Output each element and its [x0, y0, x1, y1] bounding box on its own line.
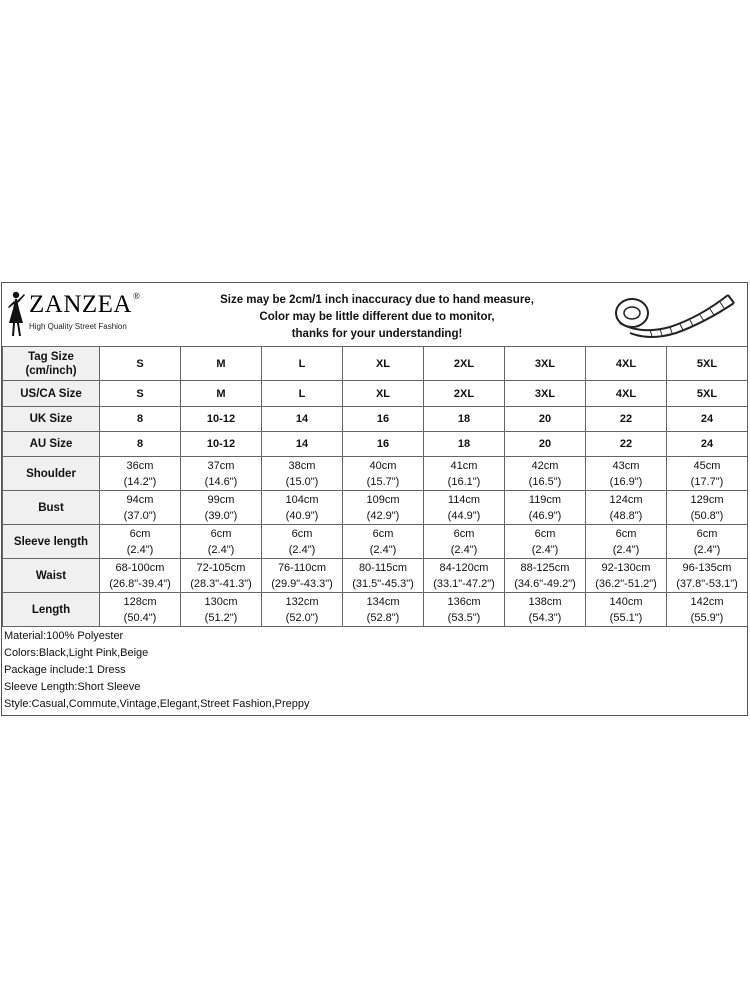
measure-cell: 41cm (16.1") [424, 457, 505, 491]
measure-cell: 119cm (46.9") [505, 491, 586, 525]
size-cell: S [100, 381, 181, 407]
size-cell: 20 [505, 407, 586, 432]
measure-cell: 129cm (50.8") [667, 491, 748, 525]
measure-cell: 109cm (42.9") [343, 491, 424, 525]
size-table [2, 346, 748, 627]
spec-material: Material:100% Polyester [4, 630, 124, 642]
size-cell: S [100, 347, 181, 381]
size-cell: 4XL [586, 347, 667, 381]
measure-cell: 124cm (48.8") [586, 491, 667, 525]
size-cell: 2XL [424, 347, 505, 381]
measure-cell: 88-125cm (34.6"-49.2") [505, 559, 586, 593]
measure-cell: 6cm (2.4") [505, 525, 586, 559]
measure-cell: 130cm (51.2") [181, 593, 262, 627]
size-cell: 14 [262, 407, 343, 432]
size-cell: XL [343, 347, 424, 381]
length-row [3, 593, 748, 627]
measure-cell: 6cm (2.4") [424, 525, 505, 559]
measure-cell: 80-115cm (31.5"-45.3") [343, 559, 424, 593]
spec-package: Package include:1 Dress [4, 664, 126, 676]
measure-cell: 40cm (15.7") [343, 457, 424, 491]
waist-row [3, 559, 748, 593]
measure-cell: 43cm (16.9") [586, 457, 667, 491]
size-cell: 24 [667, 407, 748, 432]
row-label: Tag Size (cm/inch) [3, 347, 100, 381]
row-label: US/CA Size [3, 381, 100, 407]
measure-cell: 132cm (52.0") [262, 593, 343, 627]
spec-style: Style:Casual,Commute,Vintage,Elegant,Street Fashion,Preppy [4, 698, 310, 710]
size-cell: 3XL [505, 347, 586, 381]
row-label: Sleeve length [3, 525, 100, 559]
measure-cell: 6cm (2.4") [667, 525, 748, 559]
size-cell: 14 [262, 432, 343, 457]
measure-cell: 92-130cm (36.2"-51.2") [586, 559, 667, 593]
row-label: UK Size [3, 407, 100, 432]
measure-cell: 6cm (2.4") [343, 525, 424, 559]
size-cell: 10-12 [181, 407, 262, 432]
brand-tagline: High Quality Street Fashion [29, 322, 127, 331]
row-label: Length [3, 593, 100, 627]
size-cell: 22 [586, 432, 667, 457]
size-cell: 10-12 [181, 432, 262, 457]
au-size-row [3, 432, 748, 457]
measure-cell: 136cm (53.5") [424, 593, 505, 627]
measure-cell: 142cm (55.9") [667, 593, 748, 627]
product-specs [4, 628, 310, 713]
size-cell: 4XL [586, 381, 667, 407]
row-label: Waist [3, 559, 100, 593]
measure-cell: 42cm (16.5") [505, 457, 586, 491]
spec-colors: Colors:Black,Light Pink,Beige [4, 647, 149, 659]
size-cell: 18 [424, 432, 505, 457]
measure-cell: 99cm (39.0") [181, 491, 262, 525]
measure-cell: 37cm (14.6") [181, 457, 262, 491]
measuring-tape-icon [610, 289, 740, 341]
size-cell: 16 [343, 432, 424, 457]
fashion-model-icon [4, 289, 28, 339]
measure-cell: 94cm (37.0") [100, 491, 181, 525]
size-cell: M [181, 381, 262, 407]
spec-sleeve-length: Sleeve Length:Short Sleeve [4, 681, 141, 693]
measure-cell: 6cm (2.4") [262, 525, 343, 559]
measure-cell: 6cm (2.4") [586, 525, 667, 559]
measure-cell: 45cm (17.7") [667, 457, 748, 491]
size-cell: 5XL [667, 381, 748, 407]
notice-line: thanks for your understanding! [291, 328, 463, 340]
measure-cell: 6cm (2.4") [100, 525, 181, 559]
size-cell: 20 [505, 432, 586, 457]
size-cell: 8 [100, 432, 181, 457]
size-cell: XL [343, 381, 424, 407]
measure-notice [162, 292, 592, 343]
us-ca-size-row [3, 381, 748, 407]
measure-cell: 104cm (40.9") [262, 491, 343, 525]
size-cell: 3XL [505, 381, 586, 407]
size-cell: 2XL [424, 381, 505, 407]
uk-size-row [3, 407, 748, 432]
measure-cell: 76-110cm (29.9"-43.3") [262, 559, 343, 593]
measure-cell: 6cm (2.4") [181, 525, 262, 559]
size-cell: 22 [586, 407, 667, 432]
brand-logo [4, 289, 154, 341]
measure-cell: 68-100cm (26.8"-39.4") [100, 559, 181, 593]
measure-cell: 114cm (44.9") [424, 491, 505, 525]
size-cell: 5XL [667, 347, 748, 381]
size-cell: 16 [343, 407, 424, 432]
size-chart-card [1, 282, 748, 716]
measure-cell: 128cm (50.4") [100, 593, 181, 627]
notice-line: Color may be little different due to monitor, [259, 311, 495, 323]
notice-line: Size may be 2cm/1 inch inaccuracy due to hand measure, [220, 294, 534, 306]
measure-cell: 36cm (14.2") [100, 457, 181, 491]
brand-name: ZANZEA® [29, 291, 141, 318]
measure-cell: 38cm (15.0") [262, 457, 343, 491]
measure-cell: 140cm (55.1") [586, 593, 667, 627]
size-cell: L [262, 347, 343, 381]
size-cell: 18 [424, 407, 505, 432]
row-label: AU Size [3, 432, 100, 457]
measure-cell: 96-135cm (37.8"-53.1") [667, 559, 748, 593]
sleeve-length-row [3, 525, 748, 559]
size-cell: M [181, 347, 262, 381]
shoulder-row [3, 457, 748, 491]
measure-cell: 134cm (52.8") [343, 593, 424, 627]
measure-cell: 84-120cm (33.1"-47.2") [424, 559, 505, 593]
size-cell: L [262, 381, 343, 407]
bust-row [3, 491, 748, 525]
row-label: Shoulder [3, 457, 100, 491]
size-cell: 8 [100, 407, 181, 432]
row-label: Bust [3, 491, 100, 525]
header-banner [2, 283, 747, 347]
size-cell: 24 [667, 432, 748, 457]
tag-size-row [3, 347, 748, 381]
measure-cell: 72-105cm (28.3"-41.3") [181, 559, 262, 593]
measure-cell: 138cm (54.3") [505, 593, 586, 627]
